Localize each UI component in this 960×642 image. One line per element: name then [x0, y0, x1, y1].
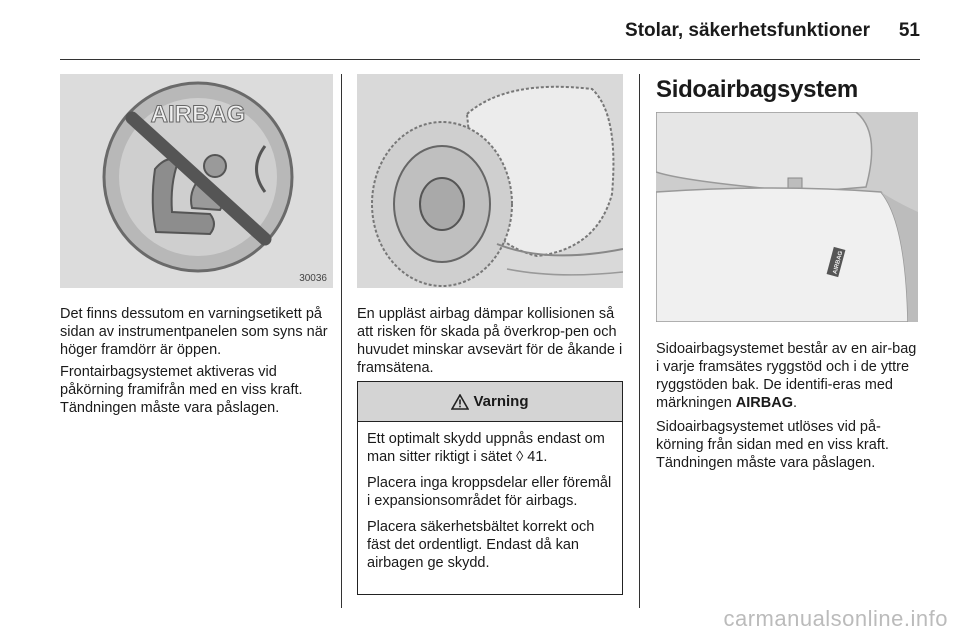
col1-paragraph-2: Frontairbagsystemet aktiveras vid påkörning framifrån med en viss kraft. Tändningen måste vara påslagen. — [60, 364, 303, 416]
warning-triangle-icon — [451, 394, 469, 410]
column-divider-2 — [639, 74, 640, 608]
col3-paragraph-1-end: . — [793, 395, 798, 411]
no-child-seat-airbag-icon — [60, 74, 333, 288]
section-title: Stolar, säkerhetsfunktioner — [625, 20, 870, 41]
inflated-airbag-illustration — [357, 74, 623, 288]
figure-id: 30036 — [299, 273, 327, 284]
front-airbag-figure — [357, 74, 623, 288]
header-rule — [60, 59, 920, 60]
seat-backrest-illustration — [656, 112, 918, 322]
section-heading: Sidoairbagsystem — [656, 76, 858, 103]
warning-paragraph-3: Placera säkerhetsbältet korrekt och fäst det ordentligt. Endast då kan airbagen ge skydd. — [367, 519, 595, 571]
airbag-warning-figure — [60, 74, 333, 288]
page-header — [0, 0, 960, 60]
col3-paragraph-1-text: Sidoairbagsystemet består av en air-bag i varje framsätes ryggstöd och i de yttre ryggstöden bak. De identifi-eras med märkningen — [656, 341, 917, 411]
col3-paragraph-1 — [656, 340, 920, 412]
warning-paragraph-1: Ett optimalt skydd uppnås endast om man sitter riktigt i sätet ◊ 41. — [367, 431, 605, 465]
airbag-tag-label: AIRBAG — [832, 250, 845, 275]
watermark: carmanualsonline.info — [723, 606, 948, 631]
column-divider-1 — [341, 74, 342, 608]
page-number: 51 — [898, 20, 920, 41]
warning-header — [358, 382, 622, 422]
warning-box — [357, 381, 623, 595]
col2-paragraph-1: En uppläst airbag dämpar kollisionen så att risken för skada på överkrop-pen och huvudet minskar avsevärt för de åkande i framsätena. — [357, 306, 623, 376]
col3-paragraph-2: Sidoairbagsystemet utlöses vid på-körning från sidan med en viss kraft. Tändningen måste vara påslagen. — [656, 419, 889, 471]
warning-title: Varning — [473, 393, 529, 410]
col1-paragraph-1: Det finns dessutom en varningsetikett på sidan av instrumentpanelen som syns när höger framdörr är öppen. — [60, 306, 328, 358]
warning-paragraph-2: Placera inga kroppsdelar eller föremål i expansionsområdet för airbags. — [367, 475, 612, 509]
seat-side-airbag-figure — [656, 112, 918, 322]
airbag-marking: AIRBAG — [735, 395, 793, 411]
airbag-logo-text: AIRBAG — [150, 101, 246, 128]
